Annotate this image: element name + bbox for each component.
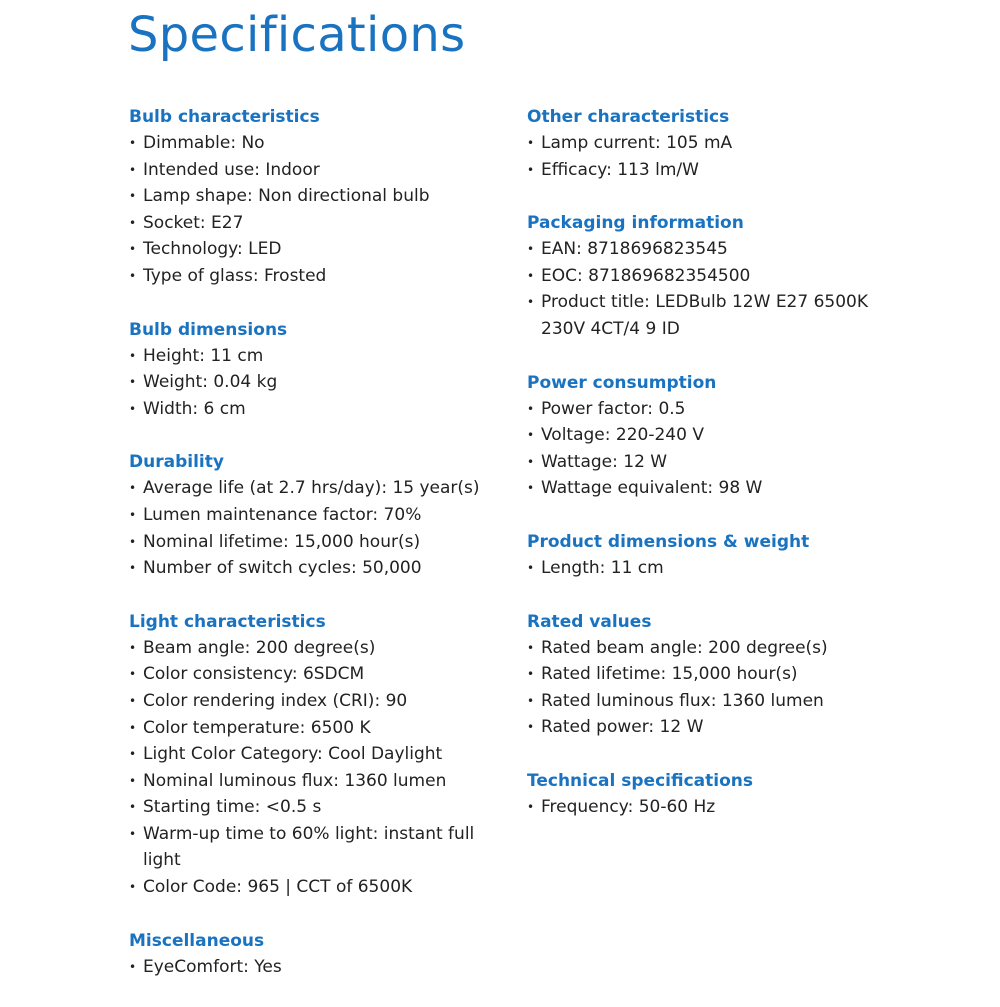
- section-product-dimensions-weight: [527, 529, 887, 582]
- section-title: Technical specifications: [527, 770, 753, 791]
- spec-item: • Starting time: <0.5 s: [129, 794, 514, 821]
- section-title: Light characteristics: [129, 611, 326, 632]
- section-title: Power consumption: [527, 372, 717, 393]
- spec-item: • Color rendering index (CRI): 90: [129, 688, 514, 715]
- spec-list: [527, 130, 887, 183]
- section-bulb-characteristics: [129, 104, 514, 290]
- spec-item: • Lamp shape: Non directional bulb: [129, 183, 514, 210]
- spec-item: • Product title: LEDBulb 12W E27 6500K 230V 4CT/4 9 ID: [527, 289, 887, 342]
- spec-list: [129, 130, 514, 290]
- spec-item: • Nominal lifetime: 15,000 hour(s): [129, 529, 514, 556]
- section-title: Bulb dimensions: [129, 319, 288, 340]
- section-title: Other characteristics: [527, 107, 730, 127]
- spec-item: • Frequency: 50-60 Hz: [527, 794, 887, 821]
- section-packaging-information: [527, 210, 887, 342]
- spec-item: • Average life (at 2.7 hrs/day): 15 year(s): [129, 475, 514, 502]
- section-title: Miscellaneous: [129, 930, 265, 951]
- spec-item: • Number of switch cycles: 50,000: [129, 555, 514, 582]
- left-column: [129, 104, 514, 1007]
- spec-item: • Rated luminous flux: 1360 lumen: [527, 688, 887, 715]
- spec-item: • Color temperature: 6500 K: [129, 715, 514, 742]
- spec-list: [527, 635, 887, 741]
- section-title: Durability: [129, 452, 224, 473]
- section-other-characteristics: [527, 104, 887, 183]
- spec-list: [129, 343, 514, 423]
- spec-item: • Light Color Category: Cool Daylight: [129, 741, 514, 768]
- spec-list: [527, 396, 887, 502]
- spec-item: • EOC: 871869682354500: [527, 263, 887, 290]
- spec-item: • Socket: E27: [129, 210, 514, 237]
- spec-item: • Weight: 0.04 kg: [129, 369, 514, 396]
- spec-item: • Length: 11 cm: [527, 555, 887, 582]
- section-bulb-dimensions: [129, 317, 514, 423]
- spec-list: [527, 794, 887, 821]
- spec-item: • Color Code: 965 | CCT of 6500K: [129, 874, 514, 901]
- spec-item: • Width: 6 cm: [129, 396, 514, 423]
- spec-item: • Height: 11 cm: [129, 343, 514, 370]
- section-durability: [129, 449, 514, 581]
- spec-item: • Rated beam angle: 200 degree(s): [527, 635, 887, 662]
- spec-item: • Efficacy: 113 lm/W: [527, 157, 887, 184]
- spec-item: • Rated power: 12 W: [527, 714, 887, 741]
- spec-list: [129, 954, 514, 981]
- spec-item: • Dimmable: No: [129, 130, 514, 157]
- spec-list: [527, 555, 887, 582]
- section-title: Packaging information: [527, 213, 744, 234]
- section-technical-specifications: [527, 768, 887, 821]
- spec-list: [129, 635, 514, 901]
- spec-item: • Color consistency: 6SDCM: [129, 661, 514, 688]
- section-title: Rated values: [527, 611, 652, 632]
- spec-item: • Nominal luminous flux: 1360 lumen: [129, 768, 514, 795]
- page-title: Specifications: [128, 7, 466, 63]
- section-title: Bulb characteristics: [129, 107, 320, 127]
- spec-item: • Wattage: 12 W: [527, 449, 887, 476]
- section-rated-values: [527, 609, 887, 741]
- right-column: [527, 104, 887, 848]
- spec-item: • Rated lifetime: 15,000 hour(s): [527, 661, 887, 688]
- spec-item: • Power factor: 0.5: [527, 396, 887, 423]
- spec-item: • Lamp current: 105 mA: [527, 130, 887, 157]
- spec-item: • EAN: 8718696823545: [527, 236, 887, 263]
- spec-item: • Warm-up time to 60% light: instant full light: [129, 821, 514, 874]
- section-miscellaneous: [129, 928, 514, 981]
- spec-item: • Intended use: Indoor: [129, 157, 514, 184]
- spec-item: • Wattage equivalent: 98 W: [527, 475, 887, 502]
- spec-list: [527, 236, 887, 342]
- section-light-characteristics: [129, 609, 514, 901]
- section-power-consumption: [527, 370, 887, 502]
- spec-item: • Beam angle: 200 degree(s): [129, 635, 514, 662]
- spec-item: • Lumen maintenance factor: 70%: [129, 502, 514, 529]
- spec-list: [129, 475, 514, 581]
- spec-item: • Voltage: 220-240 V: [527, 422, 887, 449]
- spec-item: • EyeComfort: Yes: [129, 954, 514, 981]
- spec-item: • Type of glass: Frosted: [129, 263, 514, 290]
- section-title: Product dimensions & weight: [527, 531, 810, 552]
- spec-item: • Technology: LED: [129, 236, 514, 263]
